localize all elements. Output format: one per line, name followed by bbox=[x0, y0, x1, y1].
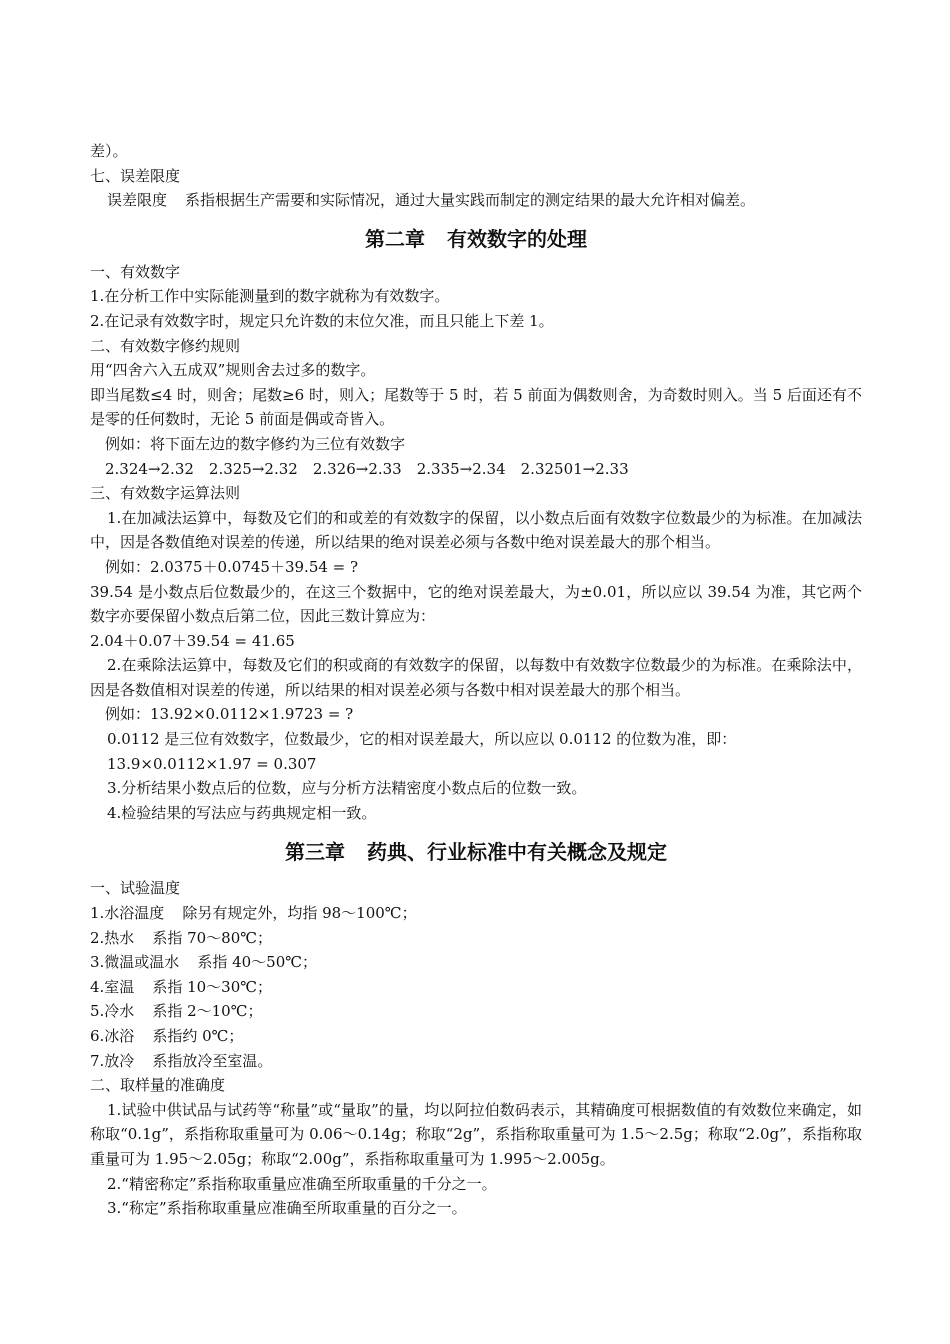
temperature-label: 1.水浴温度 bbox=[90, 904, 165, 923]
temperature-label: 3.微温或温水 bbox=[90, 953, 180, 972]
chapter-2-title: 有效数字的处理 bbox=[447, 226, 587, 251]
temperature-list bbox=[90, 901, 862, 1073]
previous-section-tail: 差）。 bbox=[90, 142, 128, 160]
temperature-label: 6.冰浴 bbox=[90, 1027, 135, 1045]
ch2-s2-example-values: 2.324→2.32 2.325→2.32 2.326→2.33 2.335→2.34 2.32501→2.33 bbox=[105, 459, 629, 478]
chapter-2-heading bbox=[90, 219, 862, 259]
ch2-s1-item-1: 1.在分析工作中实际能测量到的数字就称为有效数字。 bbox=[90, 287, 450, 306]
temperature-text: 系指 70～80℃； bbox=[152, 928, 273, 947]
temperature-item bbox=[90, 975, 862, 1000]
ch2-s3-item-2-explanation: 0.0112 是三位有效数字，位数最少，它的相对误差最大，所以应以 0.0112 的位数为准，即： bbox=[107, 730, 737, 749]
document-page bbox=[90, 139, 862, 1221]
temperature-label: 5.冷水 bbox=[90, 1002, 135, 1021]
temperature-item bbox=[90, 926, 862, 951]
ch2-s3-item-1-explanation: 39.54 是小数点后位数最少的，在这三个数据中，它的绝对误差最大，为±0.01，所以应以 39.54 为准，其它两个数字亦要保留小数点后第二位，因此三数计算应为： bbox=[90, 582, 862, 626]
ch2-s3-item-2-example: 例如：13.92×0.0112×1.9723 = ? bbox=[105, 705, 354, 724]
chapter-3-title: 药典、行业标准中有关概念及规定 bbox=[367, 840, 667, 865]
ch2-s1-item-2: 2.在记录有效数字时，规定只允许数的末位欠准，而且只能上下差 1。 bbox=[90, 311, 554, 330]
chapter-2-number: 第二章 bbox=[365, 226, 425, 251]
ch3-s2-item-3: 3.“称定”系指称取重量应准确至所取重量的百分之一。 bbox=[107, 1199, 467, 1218]
temperature-item bbox=[90, 999, 862, 1024]
ch2-s3-item-1: 1.在加减法运算中，每数及它们的和或差的有效数字的保留，以小数点后面有效数字位数最少的为标准。在加减法中，因是各数值绝对误差的传递，所以结果的绝对误差必须与各数中绝对误差最大的那个相当。 bbox=[90, 508, 862, 552]
ch2-s2-detail: 即当尾数≤4 时，则舍；尾数≥6 时，则入；尾数等于 5 时，若 5 前面为偶数则舍，为奇数时则入。当 5 后面还有不是零的任何数时，无论 5 前面是偶或奇皆入。 bbox=[90, 385, 862, 429]
ch2-s3-item-1-result: 2.04＋0.07＋39.54 = 41.65 bbox=[90, 631, 295, 650]
ch3-section-2-heading: 二、取样量的准确度 bbox=[90, 1076, 226, 1095]
ch2-section-3-heading: 三、有效数字运算法则 bbox=[90, 484, 241, 503]
ch2-s3-item-1-example: 例如：2.0375＋0.0745＋39.54 = ? bbox=[105, 557, 359, 576]
temperature-text: 除另有规定外，均指 98～100℃； bbox=[182, 904, 417, 923]
temperature-item bbox=[90, 950, 862, 975]
section-7-label: 误差限度 bbox=[107, 191, 168, 210]
temperature-text: 系指放冷至室温。 bbox=[152, 1051, 273, 1070]
ch2-s3-item-2: 2.在乘除法运算中，每数及它们的积或商的有效数字的保留，以每数中有效数字位数最少的为标准。在乘除法中，因是各数值相对误差的传递，所以结果的相对误差必须与各数中相对误差最大的那个相当。 bbox=[90, 656, 862, 699]
ch2-s3-item-3: 3.分析结果小数点后的位数，应与分析方法精密度小数点后的位数一致。 bbox=[107, 779, 587, 798]
temperature-text: 系指约 0℃； bbox=[152, 1027, 244, 1045]
section-7-definition bbox=[90, 188, 862, 213]
ch2-s3-item-4: 4.检验结果的写法应与药典规定相一致。 bbox=[107, 803, 377, 822]
section-7-text: 系指根据生产需要和实际情况，通过大量实践而制定的测定结果的最大允许相对偏差。 bbox=[185, 191, 756, 210]
temperature-label: 4.室温 bbox=[90, 977, 135, 996]
ch3-s2-item-2: 2.“精密称定”系指称取重量应准确至所取重量的千分之一。 bbox=[107, 1174, 497, 1193]
ch2-s3-item-2-result: 13.9×0.0112×1.97 = 0.307 bbox=[107, 754, 317, 773]
ch2-s2-example: 例如：将下面左边的数字修约为三位有效数字 bbox=[105, 434, 406, 453]
temperature-text: 系指 2～10℃； bbox=[152, 1002, 263, 1021]
temperature-text: 系指 40～50℃； bbox=[197, 953, 318, 972]
temperature-label: 2.热水 bbox=[90, 928, 135, 947]
ch3-section-1-heading: 一、试验温度 bbox=[90, 879, 181, 898]
section-7-heading: 七、误差限度 bbox=[90, 166, 181, 185]
temperature-label: 7.放冷 bbox=[90, 1051, 135, 1070]
temperature-item bbox=[90, 1024, 862, 1049]
temperature-item bbox=[90, 901, 862, 926]
chapter-3-number: 第三章 bbox=[285, 840, 345, 865]
ch2-section-1-heading: 一、有效数字 bbox=[90, 262, 181, 281]
ch2-s2-rule: 用“四舍六入五成双”规则舍去过多的数字。 bbox=[90, 361, 376, 380]
ch2-section-2-heading: 二、有效数字修约规则 bbox=[90, 336, 241, 355]
temperature-item bbox=[90, 1049, 862, 1074]
chapter-3-heading bbox=[90, 830, 862, 874]
ch3-s2-item-1: 1.试验中供试品与试药等“称量”或“量取”的量，均以阿拉伯数码表示，其精确度可根据数值的有效数位来确定，如称取“0.1g”，系指称取重量可为 0.06～0.14g；称取“2g”，系指称取重量可为 1.5～2.5g；称取“2.0g”，系指称取重量可为 1.95～2.05g；称取“2.00g”，系指称取重量可为 1.995～2.005g。 bbox=[90, 1100, 862, 1168]
temperature-text: 系指 10～30℃； bbox=[152, 977, 273, 996]
